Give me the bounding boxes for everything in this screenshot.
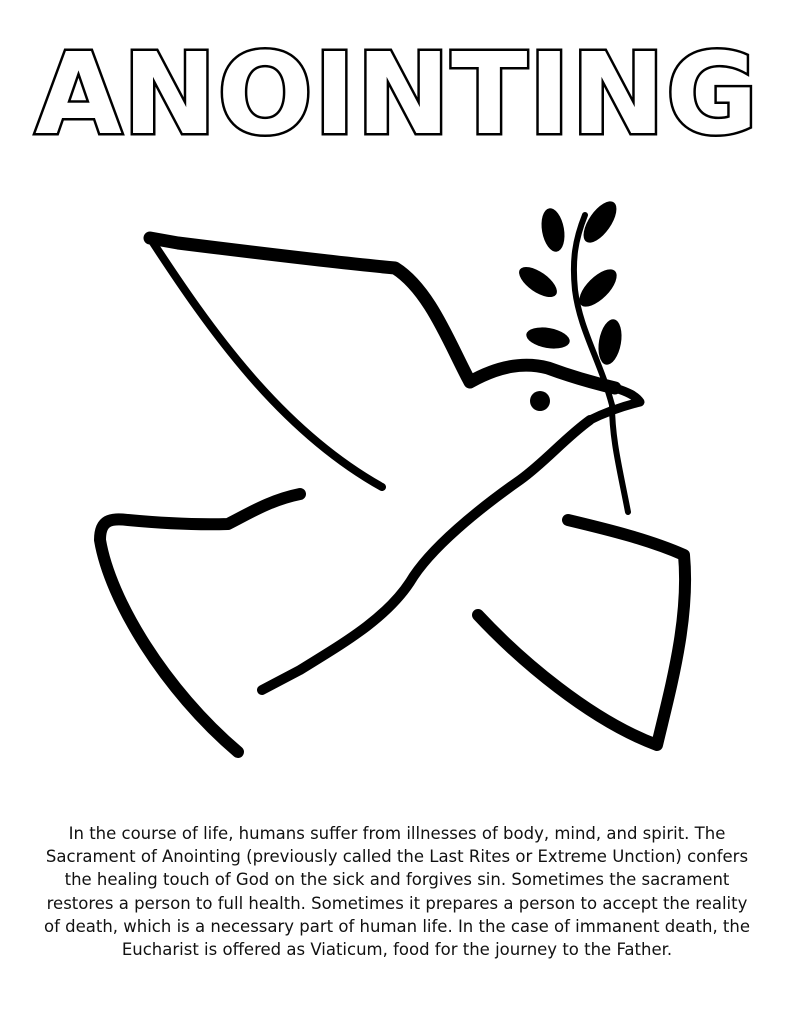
body-front-edge: [262, 420, 590, 690]
description-paragraph: In the course of life, humans suffer from illnesses of body, mind, and spirit. The Sacrament of Anointing (previously called the Last Rites or Extreme Unction) confers the healing touch of God on the sick and forgives sin. Sometimes the sacrament restores a person to full health. Sometimes it prepares a person to accept the reality of death, which is a necessary part of human life. In the case of immanent death, the Eucharist is offered as Viaticum, food for the journey to the Father.: [43, 824, 751, 960]
lower-wing-outline: [100, 494, 300, 752]
upper-wing-outline: [150, 238, 615, 388]
upper-wing-inner-edge: [150, 238, 382, 487]
olive-leaf: [595, 317, 625, 366]
dove-with-olive-branch-icon: [90, 195, 710, 785]
page-title: ANOINTING: [35, 30, 759, 160]
olive-leaf: [514, 261, 562, 303]
dove-eye: [530, 391, 550, 411]
olive-leaf: [538, 206, 567, 253]
olive-branch-stem: [574, 215, 628, 512]
olive-leaf: [525, 324, 572, 351]
tail-outline: [478, 520, 685, 745]
